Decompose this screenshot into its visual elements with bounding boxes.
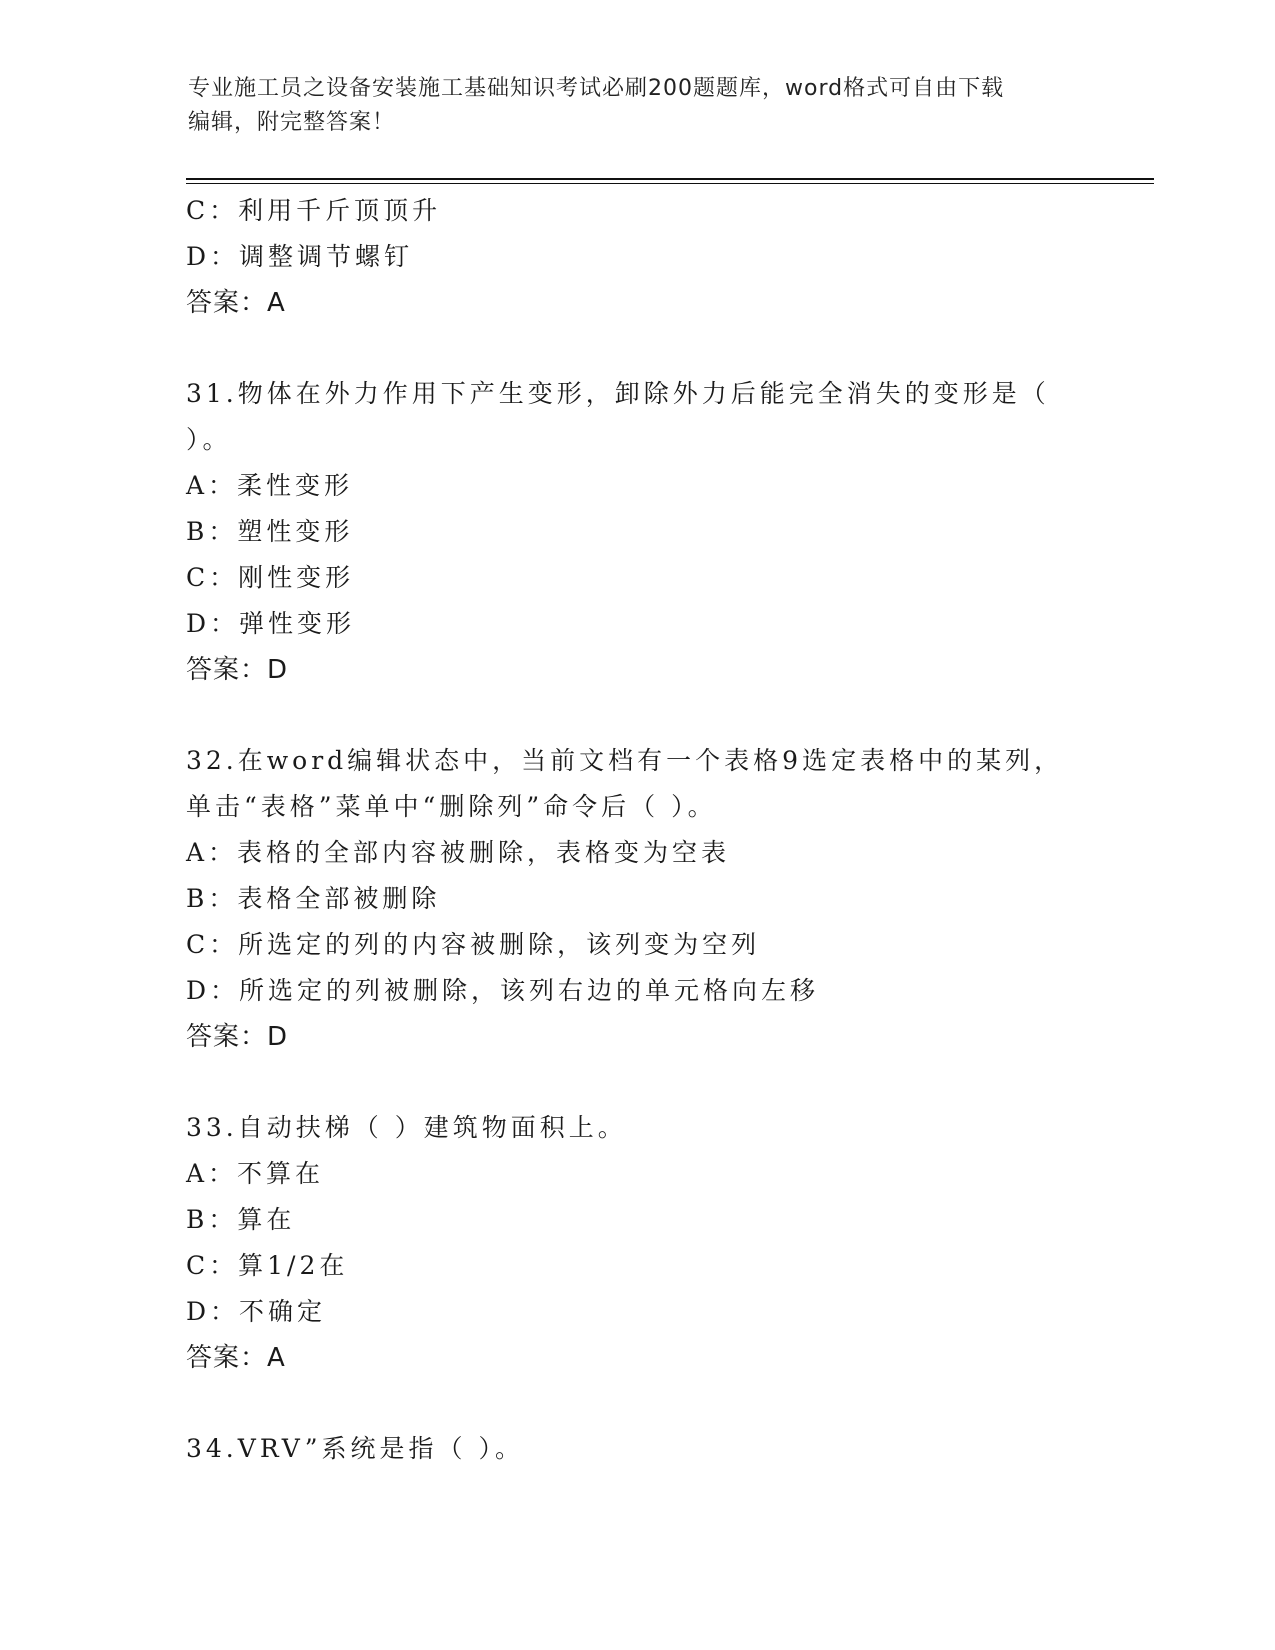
header-rule-thick [186,178,1154,180]
question-30-continuation [186,188,1086,326]
header-title-line-1: 专业施工员之设备安装施工基础知识考试必刷200题题库，word格式可自由下载 [188,76,1005,101]
option-d: D：所选定的列被删除，该列右边的单元格向左移 [186,976,820,1005]
question-text: 单击“表格”菜单中“删除列”命令后（ ）。 [186,792,717,821]
option-d: D：弹性变形 [186,609,356,638]
option-c: C：刚性变形 [186,563,355,592]
answer-line: 答案：D [186,655,289,685]
answer-line: 答案：D [186,1022,289,1052]
answer-line: 答案：A [186,288,286,318]
document-header [188,72,1068,140]
option-c: C：算1/2在 [186,1251,349,1280]
header-rule-thin [186,183,1154,184]
option-b: B：表格全部被删除 [186,884,441,913]
question-33 [186,1105,1086,1381]
option-b: B：塑性变形 [186,517,354,546]
option-d: D：调整调节螺钉 [186,242,414,271]
option-c: C：所选定的列的内容被删除，该列变为空列 [186,930,761,959]
option-c: C：利用千斤顶顶升 [186,196,442,225]
question-text: 33.自动扶梯（ ）建筑物面积上。 [186,1113,627,1142]
option-b: B：算在 [186,1205,296,1234]
answer-line: 答案：A [186,1343,286,1373]
option-a: A：表格的全部内容被删除，表格变为空表 [186,838,731,867]
document-body [186,188,1086,1472]
question-32 [186,738,1086,1060]
question-text: 34.VRV”系统是指（ ）。 [186,1434,524,1463]
question-34 [186,1426,1086,1472]
header-title-line-2: 编辑，附完整答案！ [188,110,396,135]
option-a: A：柔性变形 [186,471,354,500]
option-a: A：不算在 [186,1159,325,1188]
question-text: 32.在word编辑状态中，当前文档有一个表格9选定表格中的某列， [186,746,1064,775]
question-text: 31.物体在外力作用下产生变形，卸除外力后能完全消失的变形是（ [186,379,1050,408]
question-text: ）。 [186,425,232,454]
option-d: D：不确定 [186,1297,327,1326]
question-31 [186,371,1086,693]
